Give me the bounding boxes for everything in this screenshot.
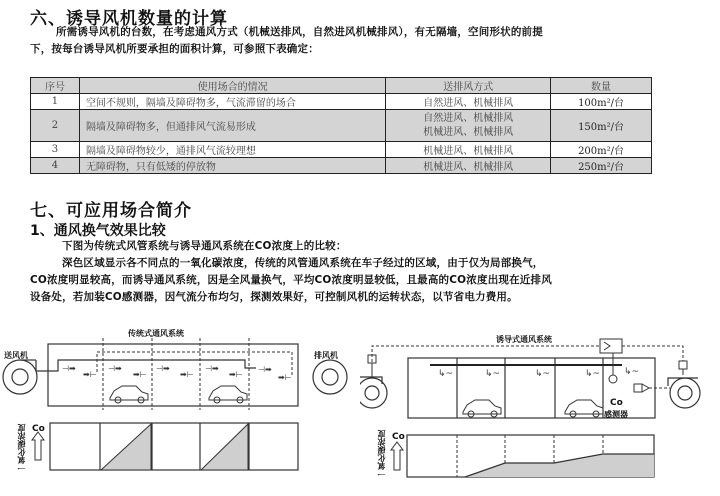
header-qty: 数量 (551, 78, 652, 94)
cell-mode (386, 110, 551, 142)
car-icon (565, 400, 603, 417)
table-row (31, 94, 652, 110)
sensor-label: 感测器 (604, 410, 628, 419)
section7-subtitle: 1、通风换气效果比较 (30, 223, 166, 239)
car-icon (463, 400, 501, 417)
cell-no: 1 (31, 94, 80, 110)
cell-mode: 机械进风、机械排风 (386, 142, 551, 158)
section7-para2-line3: 设备处，若加装CO感测器，因气流分布均匀，探测效果好，可控制风机的运转状态，以节省电力费用。 (30, 291, 518, 303)
section6-intro-line1: 所需诱导风机的台数，在考虑通风方式（机械送排风，自然进风机械排风），有无隔墙，空间形状的前提 (56, 26, 543, 38)
diffuser-arrows (62, 364, 292, 382)
co-axis-unit-left: Co (32, 424, 45, 434)
up-arrow-icon (391, 442, 403, 470)
svg-text:↳~: ↳~ (624, 367, 640, 377)
header-situation: 使用场合的情况 (79, 78, 385, 94)
cell-no: 4 (31, 158, 80, 174)
cell-qty: 150m²/台 (551, 110, 652, 142)
fan-quantity-table (30, 77, 652, 174)
co-concentration-chart-left (50, 423, 298, 470)
table-header-row (31, 78, 652, 94)
section7-para2-line2: CO浓度明显较高，而诱导通风系统，因是全风量换气，平均CO浓度明显较低，且最高的CO浓度出现在近排风 (30, 274, 552, 286)
traditional-system-title: 传统式通风系统 (128, 329, 184, 338)
svg-text:⊣➡: ⊣➡ (258, 365, 272, 374)
section6-intro-line2: 下，按每台诱导风机所要承担的面积计算，可参照下表确定： (30, 43, 319, 55)
section7-para1: 下图为传统式风管系统与诱导通风系统在CO浓度上的比较： (62, 240, 347, 252)
svg-text:➡⊢: ➡⊢ (229, 370, 243, 379)
table-row (31, 158, 652, 174)
cell-qty: 200m²/台 (551, 142, 652, 158)
svg-text:⊣➡: ⊣➡ (62, 364, 76, 373)
cell-situation: 空间不规则，隔墙及障碍物多，气流滞留的场合 (79, 94, 385, 110)
controller-icon (600, 339, 622, 353)
car-icon (110, 386, 148, 403)
exhaust-fan-icon (313, 360, 347, 394)
sensor-label-co: Co (610, 398, 623, 408)
section6-title: 六、诱导风机数量的计算 (30, 9, 228, 29)
supply-fan-label: 送风机 (4, 351, 28, 360)
cell-qty: 100m²/台 (551, 94, 652, 110)
svg-text:⊣➡: ⊣➡ (205, 364, 219, 373)
co-axis-unit-right: Co (392, 432, 405, 442)
induction-system-title: 诱导式通风系统 (496, 335, 552, 344)
svg-text:⊣➡: ⊣➡ (156, 364, 170, 373)
cell-mode-line: 机械进风、机械排风 (423, 126, 514, 138)
table-row (31, 110, 652, 142)
supply-fan-icon (3, 360, 37, 394)
co-sensor-icon (609, 375, 617, 383)
svg-text:↳~: ↳~ (485, 369, 501, 379)
cell-qty: 250m²/台 (551, 158, 652, 174)
co-axis-label-left: 一氧化碳浓度 (17, 424, 26, 472)
cell-mode: 自然进风、机械排风 (386, 94, 551, 110)
traditional-system-diagram (0, 320, 360, 496)
svg-text:↳~: ↳~ (535, 369, 551, 379)
section7-para2-line1: 深色区域显示各不同点的一氧化碳浓度，传统的风管通风系统在车子经过的区域，由于仅为局部换气， (62, 257, 544, 269)
car-icon (209, 386, 247, 403)
svg-text:➡⊢: ➡⊢ (133, 370, 147, 379)
cell-situation: 无障碍物，只有低矮的停放物 (79, 158, 385, 174)
svg-text:↳~: ↳~ (585, 369, 601, 379)
svg-text:➡⊢: ➡⊢ (278, 373, 292, 382)
svg-text:➡⊢: ➡⊢ (180, 370, 194, 379)
cell-no: 3 (31, 142, 80, 158)
right-fan-icon (668, 378, 700, 408)
table-row (31, 142, 652, 158)
cell-mode-line: 自然进风、机械排风 (423, 112, 514, 124)
left-fan-icon (360, 377, 387, 408)
cell-mode: 机械进风、机械排风 (386, 158, 551, 174)
header-no: 序号 (31, 78, 80, 94)
zone-dividers (97, 338, 292, 410)
svg-text:➡⊢: ➡⊢ (83, 370, 97, 379)
induction-system-diagram (360, 320, 720, 496)
section7-title: 七、可应用场合简介 (30, 201, 192, 221)
co-concentration-chart-right (407, 435, 654, 477)
svg-text:⊣➡: ⊣➡ (108, 364, 122, 373)
exhaust-fan-label: 排风机 (314, 351, 338, 360)
co-axis-label-right: 一氧化碳浓度 (377, 430, 386, 478)
cell-situation: 隔墙及障碍物较少，通排风气流较理想 (79, 142, 385, 158)
cell-no: 2 (31, 110, 80, 142)
cell-situation: 隔墙及障碍物多，但通排风气流易形成 (79, 110, 385, 142)
up-arrow-icon (32, 432, 44, 460)
svg-text:↳~: ↳~ (438, 369, 454, 379)
header-mode: 送排风方式 (386, 78, 551, 94)
